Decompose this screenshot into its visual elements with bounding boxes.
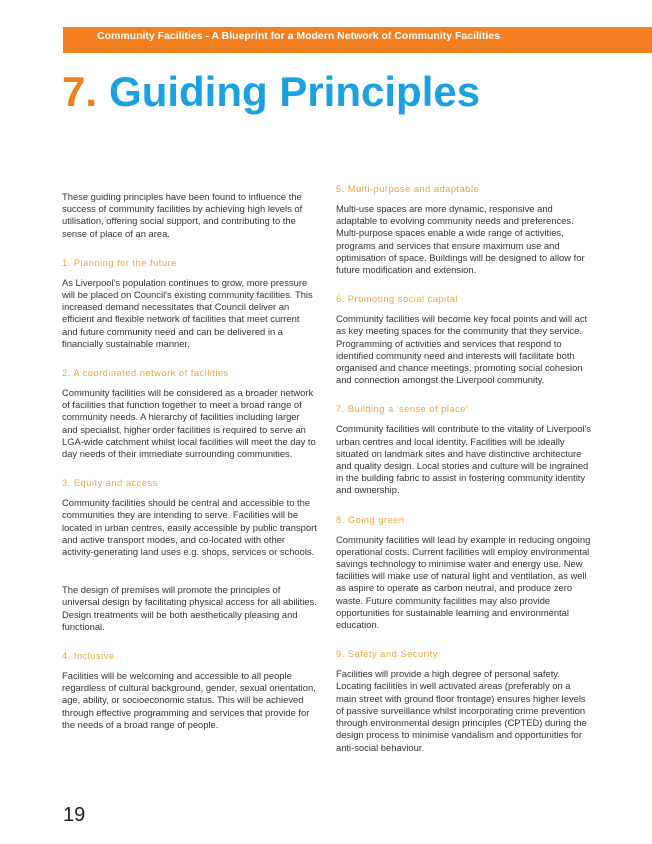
principle-body: Multi-use spaces are more dynamic, responsive and adaptable to evolving community needs and preferences. Multi-purpose spaces enable a wide range of activities, programs and services that ensure maximum use and optimisation of space. Buildings will be designed to allow for future modification and extension. xyxy=(336,203,585,276)
principle-body: Community facilities should be central and accessible to the communities they are intending to serve. Facilities will be located in urban centres, easily accessible by public transport and active transport modes, and co-located with other activity-generating land uses e.g. shops, services or schools. xyxy=(62,497,317,558)
page-title xyxy=(62,66,480,118)
principle-heading: 2. A coordinated network of facilities xyxy=(62,368,229,379)
principle-body: As Liverpool's population continues to grow, more pressure will be placed on Council's existing community facilities. This increased demand necessitates that Council deliver an efficient and flexible network of facilities that meet current and future community need and can be delivered in a financially sustainable manner. xyxy=(62,276,313,349)
principle-heading: 7. Building a 'sense of place' xyxy=(336,404,469,415)
principle-body: Community facilities will become key focal points and will act as key meeting spaces for the community that they service. Programming of activities and services that respond to identified community need and interests will facilitate both organised and chance meetings, promoting social cohesion and connection amongst the Liverpool community. xyxy=(336,313,588,386)
section-number: 7. xyxy=(62,68,98,115)
header-banner: Community Facilities - A Blueprint for a Modern Network of Community Facilities xyxy=(63,27,652,53)
principle-body: Facilities will provide a high degree of personal safety. Locating facilities in well activated areas (preferably on a main street with ground floor frontage) ensures higher levels of passive surveillance whilst incorporating crime prevention through environmental design principles (CPTED) during the design process to minimise vandalism and opportunities for anti-social behaviour. xyxy=(336,668,587,753)
principle-heading: 9. Safety and Security xyxy=(336,649,438,660)
intro-paragraph: These guiding principles have been found to influence the success of community facilities by achieving high levels of utilisation, offering social support, and contributing to the sense of place of an area. xyxy=(62,191,303,239)
principle-body: The design of premises will promote the principles of universal design by facilitating physical access for all abilities. Design treatments will be both aesthetically pleasing and functional. xyxy=(62,584,317,632)
principle-heading: 8. Going green xyxy=(336,514,405,525)
principle-heading: 5. Multi-purpose and adaptable xyxy=(336,184,480,194)
principle-heading: 1. Planning for the future xyxy=(62,257,177,268)
principle-heading: 6. Promoting social capital xyxy=(336,294,459,305)
principle-body: Community facilities will lead by example in reducing ongoing operational costs. Current facilities will employ environmental savings technology to minimise water and energy use. New facilities will make use of natural light and ventilation, as well as aspire to operate as carbon neutral, and produce zero waste. Future community facilities may also provide opportunities for sustainable learning and environmental education. xyxy=(336,533,591,631)
page-number: 19 xyxy=(63,804,86,826)
principle-body: Community facilities will contribute to the vitality of Liverpool's urban centres and local identity. Facilities will be ideally situated on landmark sites and have distinctive architecture and quality design. Local stories and culture will be ingrained in the building fabric to assist in fostering community identity and ownership. xyxy=(336,423,592,496)
section-title: Guiding Principles xyxy=(109,68,481,115)
principle-body: Facilities will be welcoming and accessible to all people regardless of cultural background, gender, sexual orientation, age, ability, or socioeconomic status. This will be achieved through effective programming and services that provide for the needs of a broad range of people. xyxy=(62,670,316,730)
principle-body: Community facilities will be considered as a broader network of facilities that function together to meet a broad range of community needs. A hierarchy of facilities including larger and specialist, higher order facilities is required to serve an LGA-wide catchment whilst local facilities will meet the day to day needs of their immediate surrounding communities. xyxy=(62,387,316,460)
right-column xyxy=(336,183,591,754)
principle-heading: 4. Inclusive xyxy=(62,651,115,662)
left-column xyxy=(62,191,317,731)
principle-heading: 3. Equity and access xyxy=(62,478,158,489)
